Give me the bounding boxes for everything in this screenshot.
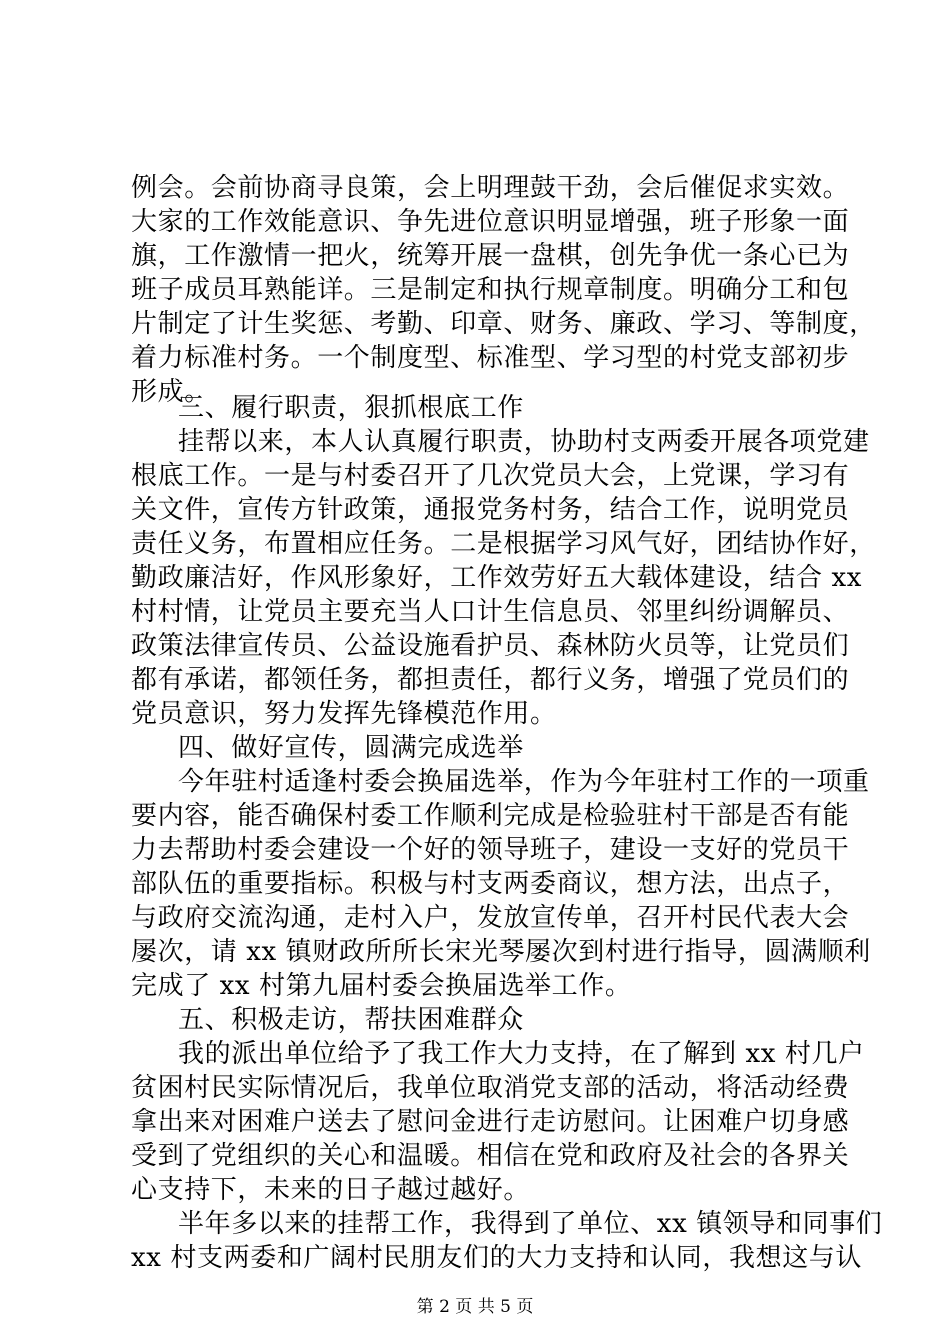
paragraph-start: 我的派出单位给予了我工作大力支持，在了解到 xx 村几户: [178, 1039, 865, 1069]
paragraph-start: 挂帮以来，本人认真履行职责，协助村支两委开展各项党建: [178, 427, 870, 457]
text-line: 大家的工作效能意识、争先进位意识明显增强，班子形象一面: [131, 207, 850, 237]
page-number-footer: 第 2 页 共 5 页: [416, 1297, 534, 1317]
text-line: 要内容，能否确保村委工作顺利完成是检验驻村干部是否有能: [131, 801, 850, 831]
text-line: 村村情，让党员主要充当人口计生信息员、邻里纠纷调解员、: [131, 597, 850, 627]
text-line: 根底工作。一是与村委召开了几次党员大会，上党课，学习有: [131, 461, 850, 491]
section-heading-3: 三、履行职责，狠抓根底工作: [178, 393, 524, 423]
text-line: 关文件，宣传方针政策，通报党务村务，结合工作，说明党员: [131, 495, 850, 525]
text-line: 拿出来对困难户送去了慰问金进行走访慰问。让困难户切身感: [131, 1107, 850, 1137]
text-line: 形成。: [131, 377, 211, 407]
section-heading-5: 五、积极走访，帮扶困难群众: [178, 1005, 524, 1035]
text-line: 部队伍的重要指标。积极与村支两委商议，想方法，出点子，: [131, 869, 850, 899]
paragraph-start: 半年多以来的挂帮工作，我得到了单位、xx 镇领导和同事们: [178, 1209, 883, 1239]
text-line: 完成了 xx 村第九届村委会换届选举工作。: [131, 971, 632, 1001]
text-line: 责任义务，布置相应任务。二是根据学习风气好，团结协作好，: [131, 529, 876, 559]
text-line: 都有承诺，都领任务，都担责任，都行义务，增强了党员们的: [131, 665, 850, 695]
text-line: xx 村支两委和广阔村民朋友们的大力支持和认同，我想这与认: [131, 1243, 862, 1273]
text-line: 受到了党组织的关心和温暖。相信在党和政府及社会的各界关: [131, 1141, 850, 1171]
text-line: 旗，工作激情一把火，统筹开展一盘棋，创先争优一条心已为: [131, 241, 850, 271]
text-line: 心支持下，未来的日子越过越好。: [131, 1175, 531, 1205]
text-line: 例会。会前协商寻良策，会上明理鼓干劲，会后催促求实效。: [131, 173, 850, 203]
section-heading-4: 四、做好宣传，圆满完成选举: [178, 733, 524, 763]
text-line: 着力标准村务。一个制度型、标准型、学习型的村党支部初步: [131, 343, 850, 373]
text-line: 党员意识，努力发挥先锋模范作用。: [131, 699, 557, 729]
text-line: 片制定了计生奖惩、考勤、印章、财务、廉政、学习、等制度，: [131, 309, 876, 339]
paragraph-start: 今年驻村适逢村委会换届选举，作为今年驻村工作的一项重: [178, 767, 870, 797]
text-line: 力去帮助村委会建设一个好的领导班子，建设一支好的党员干: [131, 835, 850, 865]
text-line: 屡次，请 xx 镇财政所所长宋光琴屡次到村进行指导，圆满顺利: [131, 937, 871, 967]
text-line: 班子成员耳熟能详。三是制定和执行规章制度。明确分工和包: [131, 275, 850, 305]
text-line: 勤政廉洁好，作风形象好，工作效劳好五大载体建设，结合 xx: [131, 563, 862, 593]
text-line: 贫困村民实际情况后，我单位取消党支部的活动，将活动经费: [131, 1073, 850, 1103]
text-line: 政策法律宣传员、公益设施看护员、森林防火员等，让党员们: [131, 631, 850, 661]
text-line: 与政府交流沟通，走村入户，发放宣传单，召开村民代表大会: [131, 903, 850, 933]
